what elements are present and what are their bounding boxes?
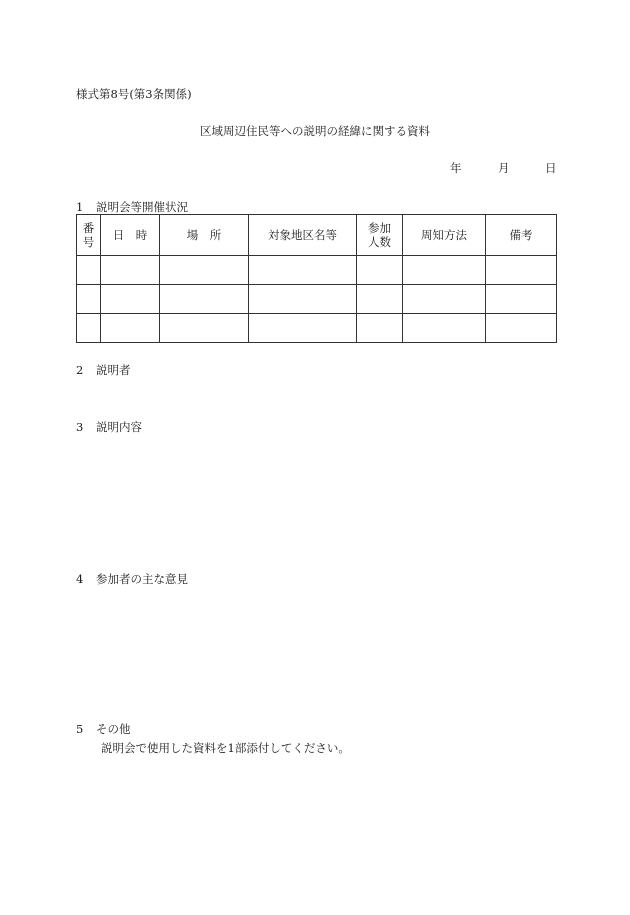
- table-cell[interactable]: [77, 314, 101, 343]
- meeting-status-table: [76, 214, 557, 343]
- table-cell[interactable]: [160, 256, 249, 285]
- table-row: [77, 314, 557, 343]
- table-cell[interactable]: [357, 285, 403, 314]
- section-1-heading: [76, 199, 188, 215]
- table-row: [77, 256, 557, 285]
- table-cell[interactable]: [101, 285, 160, 314]
- table-cell[interactable]: [101, 256, 160, 285]
- section-2-number: 2: [76, 363, 84, 377]
- section-5-number: 5: [76, 722, 84, 736]
- date-month-label: 月: [498, 161, 510, 175]
- table-cell[interactable]: [77, 285, 101, 314]
- header-remarks: 備考: [486, 215, 557, 256]
- section-5-heading: [76, 721, 131, 737]
- table-cell[interactable]: [249, 285, 357, 314]
- table-cell[interactable]: [486, 314, 557, 343]
- table-cell[interactable]: [249, 314, 357, 343]
- table-cell[interactable]: [160, 314, 249, 343]
- section-1-number: 1: [76, 200, 84, 214]
- table-row: [77, 285, 557, 314]
- header-participants: 参加 人数: [357, 215, 403, 256]
- table-cell[interactable]: [357, 314, 403, 343]
- header-number: 番 号: [77, 215, 101, 256]
- table-cell[interactable]: [486, 285, 557, 314]
- section-4-label: 参加者の主な意見: [96, 572, 188, 586]
- section-4-number: 4: [76, 572, 84, 586]
- header-datetime: 日時: [101, 215, 160, 256]
- section-3-number: 3: [76, 420, 84, 434]
- table-cell[interactable]: [160, 285, 249, 314]
- document-title: 区域周辺住民等への説明の経緯に関する資料: [200, 124, 430, 138]
- section-5-label: その他: [96, 722, 131, 736]
- section-2-label: 説明者: [96, 363, 131, 377]
- section-3-heading: [76, 419, 142, 435]
- table-cell[interactable]: [403, 285, 486, 314]
- table-cell[interactable]: [486, 256, 557, 285]
- section-3-label: 説明内容: [96, 420, 142, 434]
- date-day-label: 日: [545, 161, 557, 175]
- header-target-area: 対象地区名等: [249, 215, 357, 256]
- table-cell[interactable]: [101, 314, 160, 343]
- table-cell[interactable]: [77, 256, 101, 285]
- form-number: 様式第8号(第3条関係): [76, 87, 192, 101]
- section-5-note: 説明会で使用した資料を1部添付してください。: [101, 741, 350, 755]
- table-cell[interactable]: [403, 256, 486, 285]
- section-2-heading: [76, 362, 131, 378]
- table-cell[interactable]: [249, 256, 357, 285]
- header-place: 場所: [160, 215, 249, 256]
- section-1-label: 説明会等開催状況: [96, 200, 188, 214]
- section-4-heading: [76, 571, 188, 587]
- table-cell[interactable]: [357, 256, 403, 285]
- date-year-label: 年: [450, 161, 462, 175]
- table-header-row: [77, 215, 557, 256]
- table-cell[interactable]: [403, 314, 486, 343]
- header-notification-method: 周知方法: [403, 215, 486, 256]
